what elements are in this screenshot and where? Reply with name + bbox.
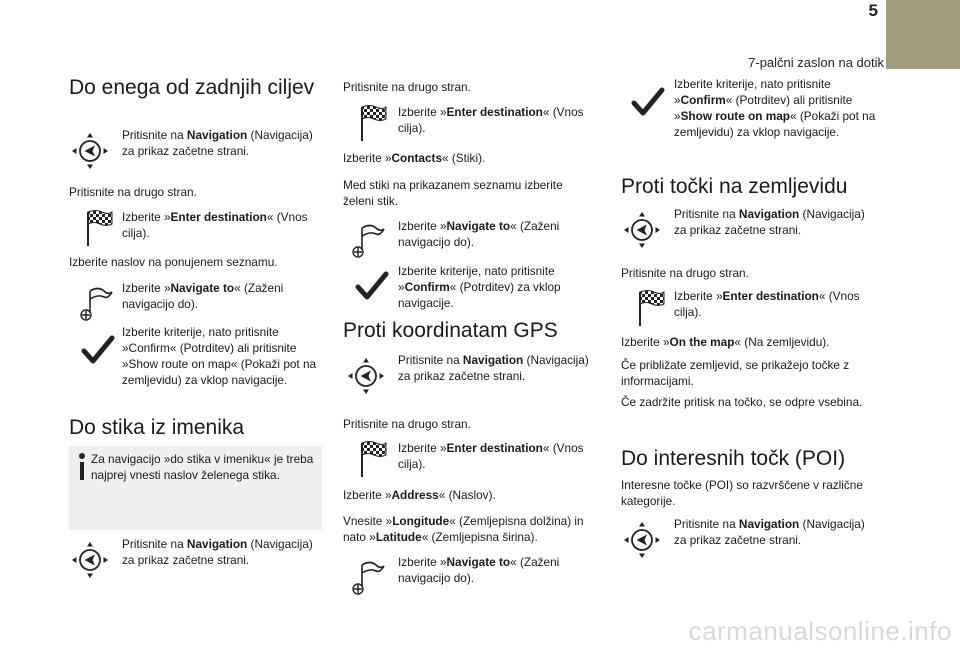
checkered-flag-icon — [352, 439, 392, 479]
step-text: Izberite »Navigate to« (Zaženi navigacijo do). — [398, 219, 560, 249]
navigate-to-flag-icon — [78, 283, 118, 323]
step-text: Pritisnite na Navigation (Navigacija) za prikaz začetne strani. — [122, 537, 313, 567]
step-text: Če zadržite pritisk na točko, se odpre vsebina. — [621, 395, 863, 409]
heading-gps: Proti koordinatam GPS — [343, 319, 558, 342]
step-text: Pritisnite na Navigation (Navigacija) za prikaz začetne strani. — [674, 207, 865, 237]
navigation-icon — [622, 210, 662, 250]
step-text: Izberite »Address« (Naslov). — [343, 488, 496, 502]
step-text: Vnesite »Longitude« (Zemljepisna dolžina) in nato »Latitude« (Zemljepisna širina). — [343, 514, 584, 544]
step-text: Izberite »Enter destination« (Vnos cilja). — [674, 289, 860, 319]
navigate-to-flag-icon — [350, 557, 390, 597]
checkered-flag-icon — [630, 288, 670, 328]
info-icon — [75, 452, 89, 482]
step-text: Pritisnite na Navigation (Navigacija) za prikaz začetne strani. — [674, 517, 865, 547]
step-text: Izberite »Contacts« (Stiki). — [343, 151, 486, 165]
step-text: Izberite »On the map« (Na zemljevidu). — [621, 335, 830, 349]
step-text: Izberite »Navigate to« (Zaženi navigacijo do). — [398, 555, 560, 585]
step-text: Interesne točke (POI) so razvrščene v različne kategorije. — [621, 478, 863, 508]
checkmark-icon — [78, 330, 118, 370]
heading-poi: Do interesnih točk (POI) — [621, 447, 846, 470]
navigation-icon — [70, 131, 110, 171]
step-text: Izberite kriterije, nato pritisnite »Confirm« (Potrditev) ali pritisnite »Show route on map« (Pokaži pot na zemljevidu) za vklop navigacije. — [674, 77, 876, 139]
heading-recent-destinations: Do enega od zadnjih ciljev — [69, 76, 315, 99]
chapter-title: 7-palčni zaslon na dotik — [748, 55, 884, 70]
navigation-icon — [70, 540, 110, 580]
step-text: Izberite kriterije, nato pritisnite »Confirm« (Potrditev) za vklop navigacije. — [398, 264, 561, 310]
step-text: Izberite »Enter destination« (Vnos cilja). — [122, 210, 308, 240]
step-text: Izberite »Navigate to« (Zaženi navigacijo do). — [122, 281, 284, 311]
heading-contact: Do stika iz imenika — [69, 416, 245, 439]
checkmark-icon — [352, 266, 392, 306]
info-note — [69, 446, 322, 530]
step-text: Pritisnite na drugo stran. — [343, 417, 471, 431]
step-text: Če približate zemljevid, se prikažejo točke z informacijami. — [621, 358, 850, 388]
checkmark-icon — [628, 82, 668, 122]
watermark: carmanualsonline.info — [688, 616, 952, 646]
step-text: Pritisnite na drugo stran. — [621, 266, 749, 280]
navigation-icon — [346, 356, 386, 396]
step-text: Med stiki na prikazanem seznamu izberite želeni stik. — [343, 178, 563, 208]
chapter-tab — [886, 0, 960, 69]
heading-map-point: Proti točki na zemljevidu — [621, 175, 848, 198]
navigation-icon — [622, 520, 662, 560]
navigate-to-flag-icon — [350, 220, 390, 260]
checkered-flag-icon — [78, 208, 118, 248]
step-text: Izberite naslov na ponujenem seznamu. — [69, 255, 278, 269]
page-number: 5 — [868, 1, 878, 20]
step-text: Pritisnite na Navigation (Navigacija) za prikaz začetne strani. — [398, 353, 589, 383]
step-text: Izberite kriterije, nato pritisnite »Confirm« (Potrditev) ali pritisnite »Show route on map« (Pokaži pot na zemljevidu) za vklop navigacije. — [122, 325, 317, 387]
info-note-text: Za navigacijo »do stika v imeniku« je treba najprej vnesti naslov želenega stika. — [91, 452, 314, 482]
step-text: Izberite »Enter destination« (Vnos cilja). — [398, 105, 584, 135]
checkered-flag-icon — [352, 103, 392, 143]
step-text: Pritisnite na drugo stran. — [343, 80, 471, 94]
step-text: Pritisnite na Navigation (Navigacija) za prikaz začetne strani. — [122, 128, 313, 158]
step-text: Izberite »Enter destination« (Vnos cilja). — [398, 441, 584, 471]
step-text: Pritisnite na drugo stran. — [69, 185, 197, 199]
